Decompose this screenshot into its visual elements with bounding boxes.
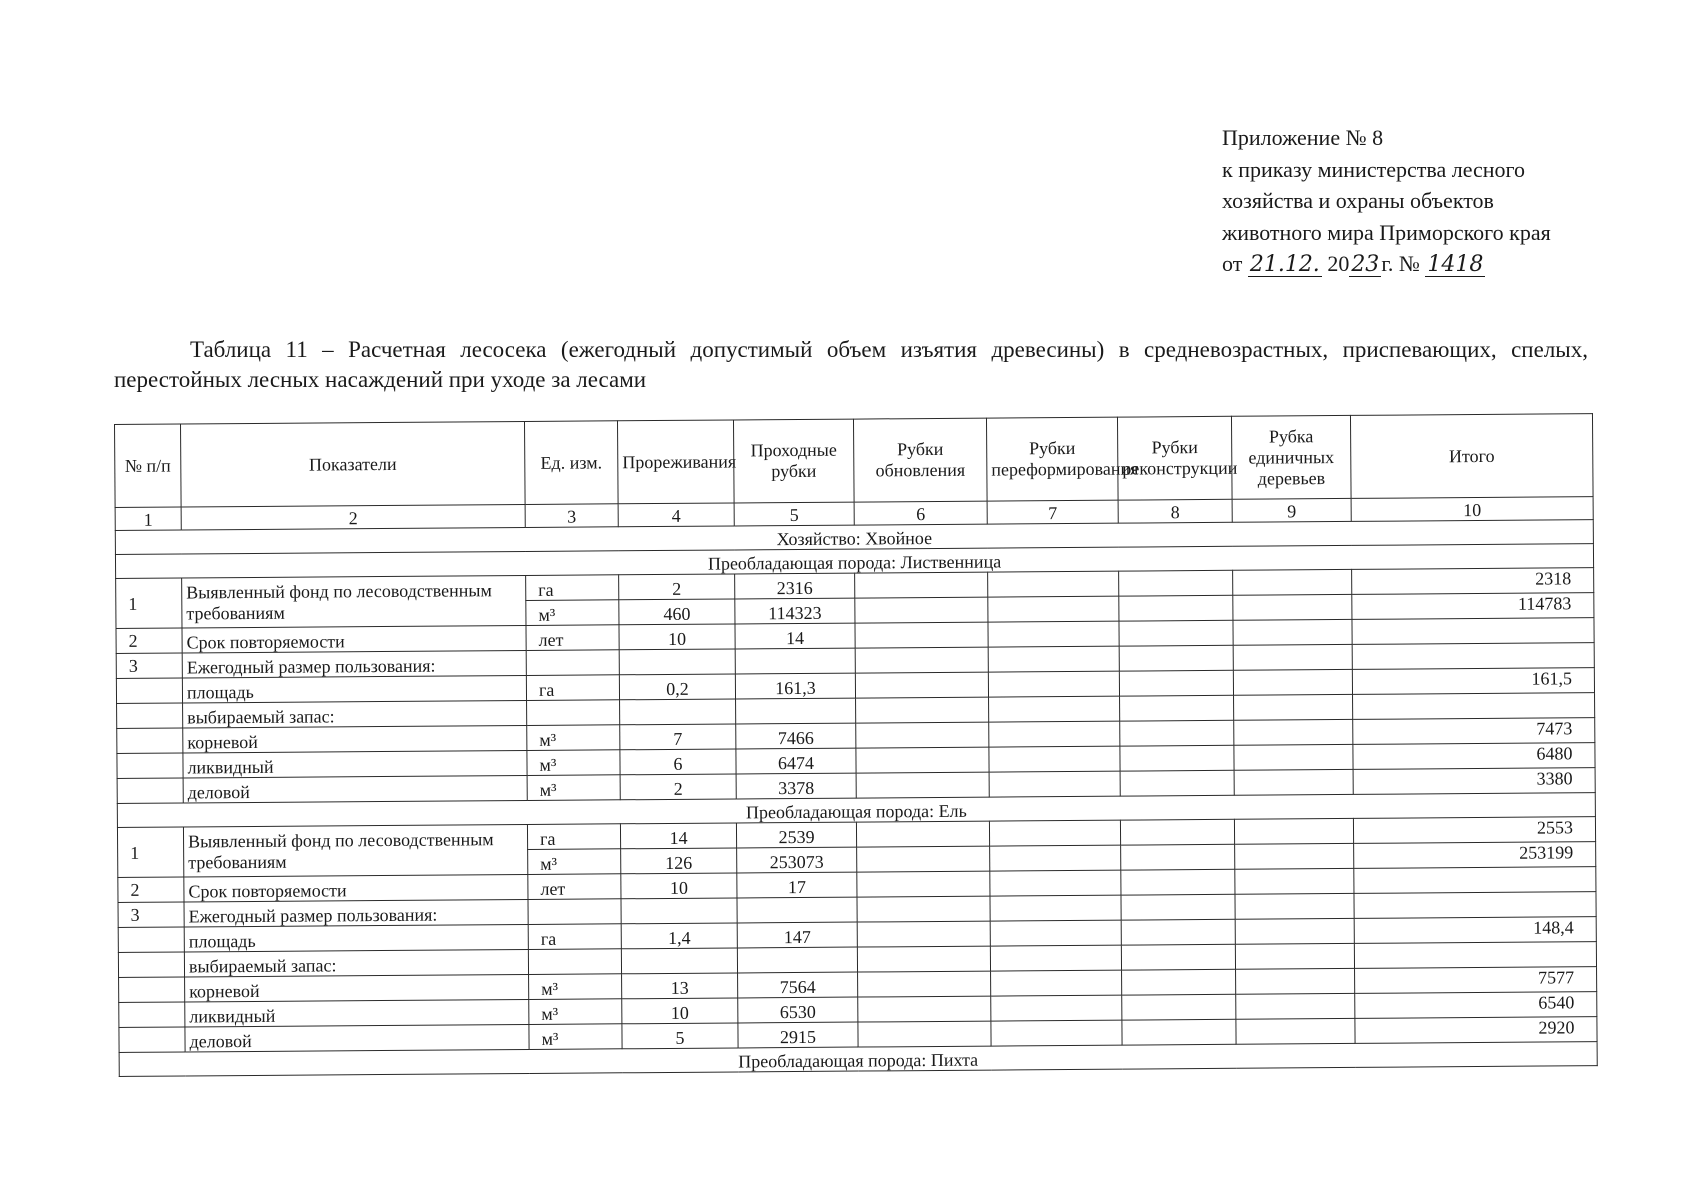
empty-cell (117, 703, 183, 728)
empty-cell (857, 896, 990, 922)
empty-cell (1233, 619, 1352, 645)
empty-cell (1234, 719, 1353, 745)
value-cell: 14 (735, 623, 855, 649)
empty-cell (855, 622, 988, 648)
empty-cell (988, 646, 1119, 672)
empty-cell (1354, 892, 1596, 919)
empty-cell (990, 895, 1121, 921)
value-cell: 10 (621, 873, 737, 899)
unit-cell: м³ (529, 999, 622, 1025)
species-title: Преобладающая порода: Пихта (119, 1042, 1597, 1077)
total-cell: 253199 (1354, 842, 1596, 869)
species-title: Преобладающая порода: Ель (117, 793, 1595, 828)
unit-cell: м³ (529, 974, 622, 1000)
row-index: 1 (116, 578, 182, 628)
empty-cell (1233, 669, 1352, 695)
column-number: 3 (525, 504, 618, 528)
empty-cell (990, 870, 1121, 896)
value-cell: 13 (622, 973, 738, 999)
row-label: площадь (184, 924, 528, 952)
empty-cell (991, 995, 1122, 1021)
appendix-line: животного мира Приморского края (1222, 219, 1551, 245)
empty-cell (735, 648, 855, 674)
empty-cell (119, 1002, 185, 1027)
table-wrapper (114, 413, 1597, 1077)
empty-cell (855, 597, 988, 623)
empty-cell (1122, 969, 1236, 995)
value-cell: 5 (622, 1023, 738, 1049)
empty-cell (620, 699, 736, 725)
unit-cell: м³ (526, 600, 619, 626)
appendix-date-line (1222, 248, 1551, 280)
empty-cell (856, 821, 989, 847)
empty-cell (991, 1020, 1122, 1046)
empty-cell (1119, 595, 1233, 621)
empty-cell (1121, 894, 1235, 920)
empty-cell (1120, 745, 1234, 771)
empty-cell (117, 753, 183, 778)
row-label: выбираемый запас: (184, 949, 528, 977)
row-index: 3 (116, 653, 182, 678)
appendix-line: хозяйства и охраны объектов (1222, 188, 1494, 213)
empty-cell (1119, 645, 1233, 671)
unit-cell: лет (526, 625, 619, 651)
column-number: 1 (115, 507, 181, 530)
column-number: 10 (1351, 497, 1593, 522)
empty-cell (1234, 769, 1353, 795)
value-cell: 6530 (738, 997, 858, 1023)
total-cell: 2553 (1353, 817, 1595, 844)
value-cell: 7 (620, 724, 736, 750)
date-prefix: от (1222, 251, 1243, 276)
empty-cell (988, 571, 1119, 597)
empty-cell (527, 700, 620, 726)
empty-cell (1121, 869, 1235, 895)
empty-cell (858, 996, 991, 1022)
row-label: площадь (182, 675, 526, 703)
value-cell: 14 (620, 823, 736, 849)
empty-cell (857, 921, 990, 947)
empty-cell (119, 977, 185, 1002)
value-cell: 6474 (736, 748, 856, 774)
unit-cell: га (527, 824, 620, 850)
handwritten-date: 21.12. (1249, 252, 1320, 277)
empty-cell (1119, 570, 1233, 596)
row-label: деловой (183, 775, 527, 803)
column-number: 2 (181, 504, 525, 530)
total-cell: 161,5 (1352, 668, 1594, 695)
empty-cell (991, 970, 1122, 996)
row-label: выбираемый запас: (183, 700, 527, 728)
value-cell: 6 (620, 749, 736, 775)
empty-cell (989, 771, 1120, 797)
header-cell: Рубки обновления (853, 418, 987, 502)
header-row (115, 414, 1594, 508)
year-prefix: 20 (1327, 251, 1350, 276)
total-cell: 148,4 (1354, 917, 1596, 944)
row-label: Ежегодный размер пользования: (184, 899, 528, 927)
value-cell: 17 (737, 872, 857, 898)
row-label: Срок повторяемости (184, 874, 528, 902)
header-cell: Проходные рубки (733, 419, 854, 503)
row-label: корневой (183, 725, 527, 753)
empty-cell (621, 898, 737, 924)
value-cell: 2316 (735, 573, 855, 599)
empty-cell (736, 698, 856, 724)
value-cell: 0,2 (619, 674, 735, 700)
empty-cell (855, 672, 988, 698)
empty-cell (1236, 968, 1355, 994)
row-label: Выявленный фонд по лесоводственным требованиям (182, 575, 526, 628)
empty-cell (1120, 720, 1234, 746)
header-cell: Прореживания (617, 420, 734, 504)
value-cell: 2 (619, 574, 735, 600)
empty-cell (1235, 943, 1354, 969)
empty-cell (1121, 844, 1235, 870)
row-label: Срок повторяемости (182, 625, 526, 653)
total-cell: 2318 (1352, 568, 1594, 595)
row-index: 1 (117, 827, 183, 877)
unit-cell: м³ (527, 725, 620, 751)
empty-cell (1120, 770, 1234, 796)
empty-cell (988, 671, 1119, 697)
value-cell: 147 (737, 922, 857, 948)
species-title: Преобладающая порода: Лиственница (115, 544, 1593, 579)
header-cell: Ед. изм. (524, 421, 618, 505)
appendix-title: Приложение № 8 (1222, 125, 1384, 150)
empty-cell (989, 746, 1120, 772)
empty-cell (1119, 670, 1233, 696)
empty-cell (989, 820, 1120, 846)
value-cell: 2539 (736, 822, 856, 848)
value-cell: 253073 (737, 847, 857, 873)
empty-cell (856, 697, 989, 723)
empty-cell (1233, 569, 1352, 595)
empty-cell (1233, 594, 1352, 620)
unit-cell: м³ (527, 750, 620, 776)
total-cell: 7473 (1353, 718, 1595, 745)
empty-cell (1353, 693, 1595, 720)
row-index: 2 (118, 877, 184, 902)
empty-cell (1234, 694, 1353, 720)
total-cell: 114783 (1352, 593, 1594, 620)
column-number: 7 (987, 500, 1118, 524)
unit-cell: га (528, 924, 621, 950)
empty-cell (528, 899, 621, 925)
row-label: Выявленный фонд по лесоводственным требованиям (183, 824, 527, 877)
empty-cell (1120, 819, 1234, 845)
value-cell: 7466 (736, 723, 856, 749)
empty-cell (1235, 893, 1354, 919)
empty-cell (856, 772, 989, 798)
empty-cell (737, 947, 857, 973)
empty-cell (117, 778, 183, 803)
empty-cell (1122, 1019, 1236, 1045)
appendix-note (1222, 122, 1551, 280)
empty-cell (1235, 868, 1354, 894)
value-cell: 1,4 (621, 923, 737, 949)
unit-cell: га (526, 675, 619, 701)
header-cell: Рубка единичных деревьев (1231, 415, 1351, 499)
empty-cell (855, 572, 988, 598)
empty-cell (1121, 944, 1235, 970)
empty-cell (118, 952, 184, 977)
row-index: 3 (118, 902, 184, 927)
empty-cell (1122, 994, 1236, 1020)
empty-cell (990, 920, 1121, 946)
appendix-line: к приказу министерства лесного (1222, 156, 1526, 182)
empty-cell (737, 897, 857, 923)
total-cell: 6480 (1353, 743, 1595, 770)
empty-cell (1354, 867, 1596, 894)
header-cell: Рубки реконструкции (1117, 416, 1232, 500)
row-index: 2 (116, 628, 182, 653)
empty-cell (528, 949, 621, 975)
empty-cell (988, 621, 1119, 647)
empty-cell (858, 971, 991, 997)
cutting-table (114, 413, 1598, 1077)
handwritten-year: 23 (1351, 252, 1380, 277)
empty-cell (856, 747, 989, 773)
empty-cell (1235, 843, 1354, 869)
empty-cell (1236, 1018, 1355, 1044)
column-number: 6 (854, 501, 987, 525)
column-number: 5 (734, 502, 854, 526)
value-cell: 7564 (738, 972, 858, 998)
column-number: 8 (1118, 499, 1232, 523)
empty-cell (988, 596, 1119, 622)
column-number: 9 (1232, 498, 1351, 522)
empty-cell (857, 846, 990, 872)
empty-cell (526, 650, 619, 676)
header-cell: Рубки переформирования (986, 417, 1118, 501)
row-label: ликвидный (185, 999, 529, 1027)
table-caption: Таблица 11 – Расчетная лесосека (ежегодный допустимый объем изъятия древесины) в средневозрастных, приспевающих, спелых, перестойных лесных насаждений при уходе за лесами (114, 337, 1588, 392)
empty-cell (1234, 744, 1353, 770)
row-label: деловой (185, 1024, 529, 1052)
empty-cell (1233, 644, 1352, 670)
value-cell: 10 (619, 624, 735, 650)
unit-cell: м³ (527, 775, 620, 801)
value-cell: 3378 (736, 773, 856, 799)
empty-cell (619, 649, 735, 675)
header-cell: № п/п (115, 424, 182, 507)
empty-cell (1354, 942, 1596, 969)
value-cell: 10 (622, 998, 738, 1024)
empty-cell (857, 946, 990, 972)
empty-cell (116, 678, 182, 703)
empty-cell (119, 1027, 185, 1052)
column-number: 4 (618, 503, 734, 527)
empty-cell (989, 696, 1120, 722)
value-cell: 126 (621, 848, 737, 874)
empty-cell (990, 845, 1121, 871)
empty-cell (1119, 620, 1233, 646)
header-cell: Итого (1350, 414, 1593, 499)
unit-cell: м³ (528, 849, 621, 875)
value-cell: 2915 (738, 1022, 858, 1048)
empty-cell (1352, 618, 1594, 645)
empty-cell (1234, 818, 1353, 844)
number-prefix: г. № (1381, 251, 1420, 276)
empty-cell (1352, 643, 1594, 670)
unit-cell: м³ (529, 1024, 622, 1050)
empty-cell (989, 721, 1120, 747)
empty-cell (1235, 918, 1354, 944)
unit-cell: лет (528, 874, 621, 900)
row-label: корневой (185, 974, 529, 1002)
farm-title: Хозяйство: Хвойное (115, 520, 1593, 555)
empty-cell (990, 945, 1121, 971)
value-cell: 114323 (735, 598, 855, 624)
value-cell: 2 (620, 774, 736, 800)
total-cell: 7577 (1355, 967, 1597, 994)
handwritten-number: 1418 (1427, 252, 1484, 277)
header-cell: Показатели (181, 421, 526, 507)
row-label: ликвидный (183, 750, 527, 778)
value-cell: 161,3 (735, 673, 855, 699)
empty-cell (858, 1021, 991, 1047)
value-cell: 460 (619, 599, 735, 625)
unit-cell: га (526, 575, 619, 601)
total-cell: 2920 (1355, 1017, 1597, 1044)
empty-cell (856, 722, 989, 748)
empty-cell (1120, 695, 1234, 721)
empty-cell (1236, 993, 1355, 1019)
row-label: Ежегодный размер пользования: (182, 650, 526, 678)
empty-cell (621, 948, 737, 974)
total-cell: 6540 (1355, 992, 1597, 1019)
empty-cell (118, 927, 184, 952)
empty-cell (855, 647, 988, 673)
empty-cell (1121, 919, 1235, 945)
empty-cell (117, 728, 183, 753)
empty-cell (857, 871, 990, 897)
total-cell: 3380 (1353, 768, 1595, 795)
